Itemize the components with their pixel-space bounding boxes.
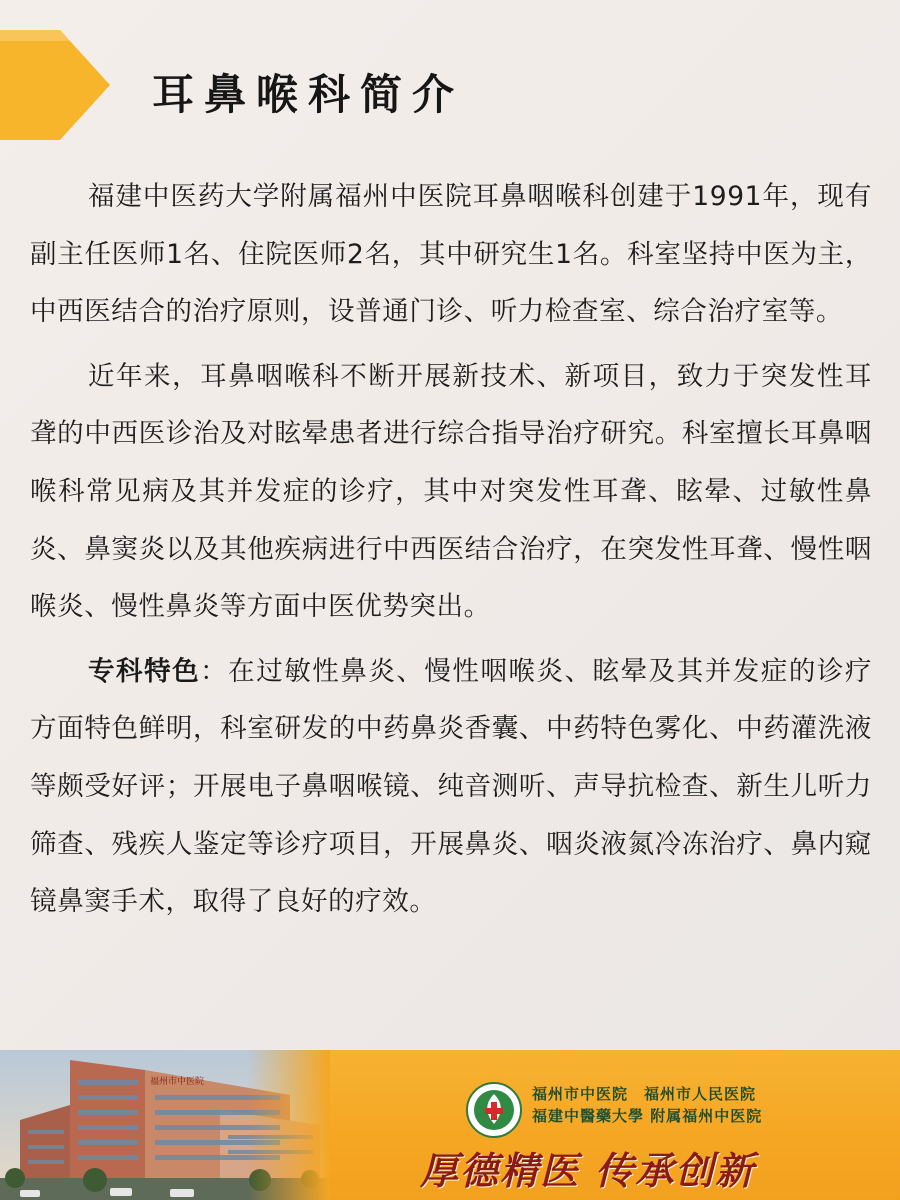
specialty-label: 专科特色: [88, 655, 201, 687]
intro-paragraph-2: 近年来，耳鼻咽喉科不断开展新技术、新项目，致力于突发性耳聋的中西医诊治及对眩晕患者进行综合指导治疗研究。科室擅长耳鼻咽喉科常见病及其并发症的诊疗，其中对突发性耳聋、眩晕、过敏性鼻炎、鼻窦炎以及其他疾病进行中西医结合治疗，在突发性耳聋、慢性咽喉炎、慢性鼻炎等方面中医优势突出。: [30, 360, 872, 623]
hospital-building-photo: [0, 1050, 330, 1200]
intro-text-block: [30, 168, 872, 938]
hospital-affiliation: 福建中醫藥大學 附属福州中医院: [532, 1107, 763, 1125]
intro-paragraph-3: [30, 643, 872, 931]
corner-arrow-decoration: [0, 0, 110, 160]
footer-banner: [0, 1050, 900, 1200]
intro-paragraph-1: 福建中医药大学附属福州中医院耳鼻咽喉科创建于1991年，现有副主任医师1名、住院医师2名，其中研究生1名。科室坚持中医为主，中西医结合的治疗原则，设普通门诊、听力检查室、综合治疗室等。: [30, 181, 872, 328]
hospital-logo-icon: [466, 1082, 522, 1138]
hospital-names: 福州市中医院 福州市人民医院: [532, 1085, 757, 1103]
page-title: 耳鼻喉科简介: [152, 70, 465, 119]
specialty-text: ：在过敏性鼻炎、慢性咽喉炎、眩晕及其并发症的诊疗方面特色鲜明，科室研发的中药鼻炎香囊、中药特色雾化、中药灌洗液等颇受好评；开展电子鼻咽喉镜、纯音测听、声导抗检查、新生儿听力筛查、残疾人鉴定等诊疗项目，开展鼻炎、咽炎液氮冷冻治疗、鼻内窥镜鼻窦手术，取得了良好的疗效。: [30, 655, 872, 918]
slogan: 厚德精医 传承创新: [420, 1148, 756, 1193]
